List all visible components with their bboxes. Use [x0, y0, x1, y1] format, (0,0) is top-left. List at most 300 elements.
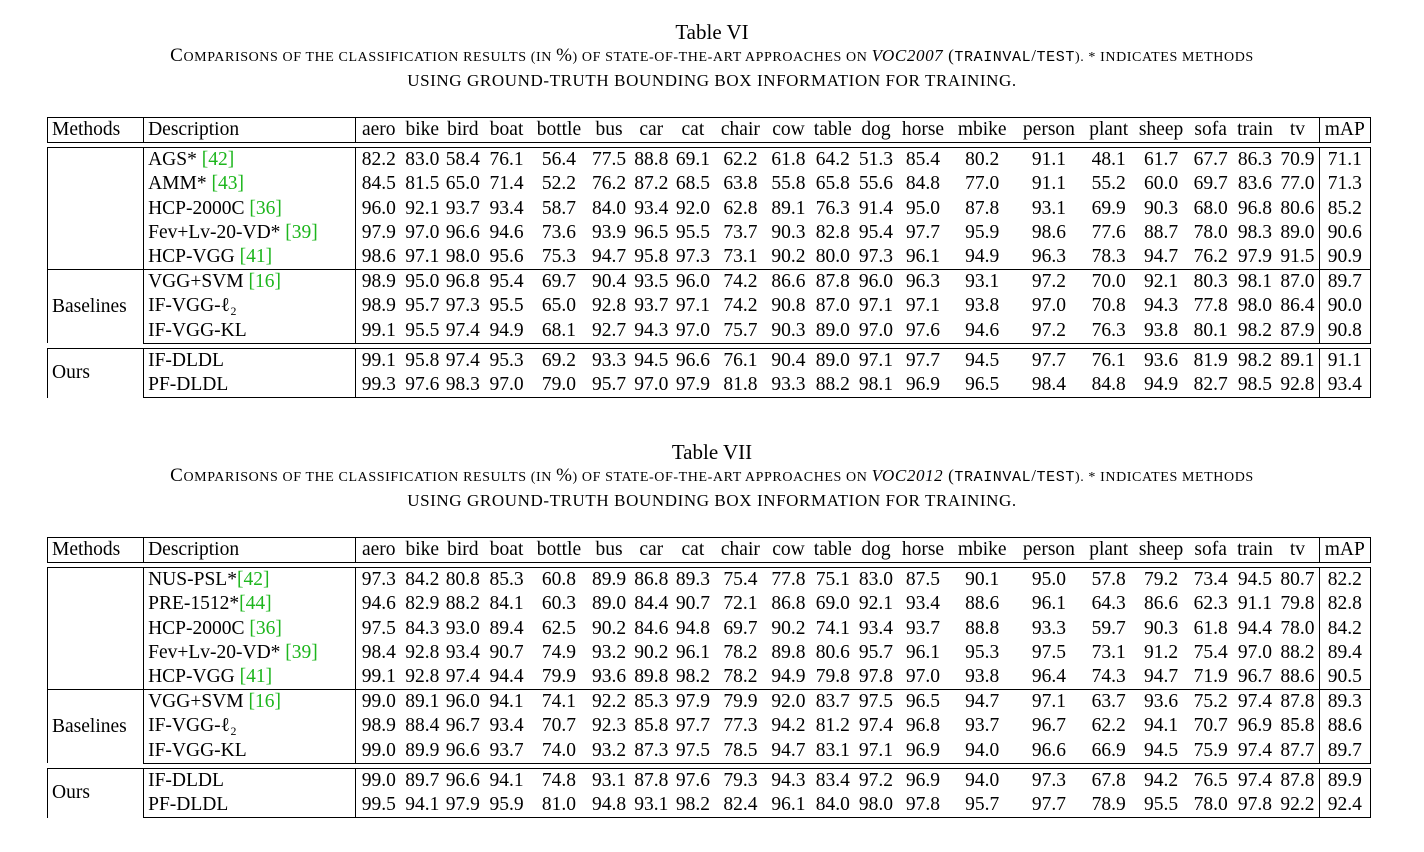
value-cell: 84.3	[405, 617, 440, 639]
method-cell: Ours	[48, 348, 144, 397]
method-name: VGG+SVM	[148, 271, 249, 293]
value-cell: 74.1	[530, 690, 588, 715]
value-cell: 70.7	[1193, 715, 1228, 737]
value-cell: 90.8	[771, 295, 806, 317]
value-cell: 84.0	[592, 197, 627, 219]
value-cell: 87.5	[896, 568, 949, 593]
value-cell: 87.3	[630, 739, 672, 764]
method-name: NUS-PSL*	[148, 569, 237, 591]
value-cell: 77.5	[588, 148, 631, 173]
value-cell: 96.5	[634, 221, 669, 243]
value-cell: 90.3	[771, 221, 806, 243]
value-cell: 78.2	[723, 641, 758, 663]
value-cell: 90.3	[1143, 617, 1179, 639]
value-cell: 62.2	[1091, 715, 1126, 737]
results-table	[47, 117, 1371, 398]
column-header: aero	[355, 538, 402, 563]
value-cell: 95.3	[965, 641, 1000, 663]
value-cell: 84.8	[1083, 373, 1134, 398]
value-cell: 89.1	[402, 690, 443, 715]
map-cell: 90.9	[1319, 245, 1370, 270]
value-cell: 80.0	[815, 246, 850, 268]
column-header: cat	[672, 118, 714, 143]
value-cell: 97.0	[405, 221, 440, 243]
column-header: car	[630, 118, 672, 143]
value-cell: 97.3	[858, 246, 894, 268]
value-cell: 94.3	[1143, 295, 1179, 317]
value-cell: 94.4	[489, 666, 524, 688]
value-cell: 74.0	[530, 739, 588, 764]
value-cell: 94.5	[1134, 739, 1187, 764]
value-cell: 89.9	[588, 568, 631, 593]
table-caption-line2: USING GROUND-TRUTH BOUNDING BOX INFORMATION FOR TRAINING.	[407, 71, 1017, 90]
value-cell: 89.3	[672, 568, 714, 593]
method-name: PF-DLDL	[148, 794, 229, 816]
value-cell: 94.5	[950, 348, 1015, 373]
value-cell: 89.9	[402, 739, 443, 764]
citation: [44]	[239, 593, 272, 615]
value-cell: 74.2	[723, 295, 758, 317]
value-cell: 93.2	[592, 641, 627, 663]
value-cell: 89.8	[634, 666, 669, 688]
value-cell: 48.1	[1083, 148, 1134, 173]
value-cell: 81.8	[714, 373, 767, 398]
value-cell: 99.1	[355, 348, 402, 373]
value-cell: 66.9	[1083, 739, 1134, 764]
value-cell: 90.2	[771, 617, 806, 639]
value-cell: 98.3	[443, 373, 484, 398]
value-cell: 97.1	[675, 295, 710, 317]
column-header: Methods	[48, 538, 144, 563]
value-cell: 87.9	[1276, 319, 1319, 344]
value-cell: 79.9	[714, 690, 767, 715]
value-cell: 95.5	[1134, 793, 1187, 818]
map-cell: 71.3	[1319, 172, 1370, 196]
value-cell: 91.1	[1031, 173, 1066, 195]
value-cell: 75.4	[714, 568, 767, 593]
value-cell: 89.7	[402, 768, 443, 793]
column-header: cow	[767, 118, 810, 143]
description-cell	[144, 319, 355, 344]
value-cell: 94.1	[402, 793, 443, 818]
value-cell: 96.6	[443, 768, 484, 793]
value-cell: 59.7	[1091, 617, 1126, 639]
method-cell: Baselines	[48, 270, 144, 344]
column-header: bird	[443, 538, 484, 563]
value-cell: 98.9	[361, 295, 396, 317]
value-cell: 97.2	[1015, 319, 1083, 344]
table-row	[48, 348, 1371, 373]
value-cell: 89.4	[489, 617, 524, 639]
value-cell: 77.3	[723, 715, 758, 737]
value-cell: 97.6	[896, 319, 949, 344]
value-cell: 97.4	[1234, 739, 1277, 764]
value-cell: 98.2	[675, 666, 710, 688]
table-vii-section	[0, 440, 1424, 816]
value-cell: 97.0	[672, 319, 714, 344]
value-cell: 76.3	[815, 197, 850, 219]
description-cell	[144, 714, 355, 738]
value-cell: 95.3	[483, 348, 530, 373]
column-header: sofa	[1188, 538, 1234, 563]
citation: [42]	[201, 149, 235, 171]
value-cell: 95.0	[402, 270, 443, 295]
value-cell: 76.5	[1188, 768, 1234, 793]
column-header: sheep	[1134, 118, 1187, 143]
value-cell: 86.3	[1234, 148, 1277, 173]
value-cell: 97.0	[1237, 641, 1273, 663]
value-cell: 98.3	[1237, 221, 1273, 243]
value-cell: 89.1	[1276, 348, 1319, 373]
method-cell: Baselines	[48, 690, 144, 764]
value-cell: 93.4	[858, 617, 894, 639]
value-cell: 70.8	[1091, 295, 1126, 317]
value-cell: 84.6	[634, 617, 669, 639]
value-cell: 96.8	[905, 715, 941, 737]
value-cell: 75.4	[1193, 641, 1228, 663]
value-cell: 78.0	[1188, 793, 1234, 818]
value-cell: 97.3	[445, 295, 480, 317]
value-cell: 90.4	[588, 270, 631, 295]
description-cell	[144, 172, 355, 196]
citation: [16]	[248, 691, 281, 713]
value-cell: 97.1	[1015, 690, 1083, 715]
value-cell: 97.5	[856, 690, 897, 715]
value-cell: 88.6	[1280, 666, 1315, 688]
value-cell: 98.6	[1031, 221, 1066, 243]
value-cell: 98.4	[1015, 373, 1083, 398]
value-cell: 95.4	[858, 221, 894, 243]
value-cell: 82.9	[405, 593, 440, 615]
value-cell: 92.8	[405, 666, 440, 688]
method-name: IF-VGG-KL	[148, 319, 247, 341]
description-cell	[144, 373, 355, 398]
value-cell: 97.8	[896, 793, 949, 818]
value-cell: 87.7	[1276, 739, 1319, 764]
method-name: AMM*	[148, 173, 212, 195]
value-cell: 84.2	[402, 568, 443, 593]
value-cell: 60.0	[1143, 173, 1179, 195]
method-name: IF-DLDL	[148, 769, 224, 791]
value-cell: 69.0	[815, 593, 850, 615]
value-cell: 69.7	[1193, 173, 1228, 195]
value-cell: 90.4	[767, 348, 810, 373]
table-title: Table VI	[675, 20, 749, 44]
value-cell: 94.7	[767, 739, 810, 764]
value-cell: 92.7	[588, 319, 631, 344]
value-cell: 96.0	[672, 270, 714, 295]
description-cell	[144, 665, 355, 690]
value-cell: 90.7	[675, 593, 710, 615]
map-cell: 71.1	[1319, 148, 1370, 173]
value-cell: 93.4	[634, 197, 669, 219]
value-cell: 57.8	[1083, 568, 1134, 593]
value-cell: 97.2	[1015, 270, 1083, 295]
value-cell: 75.1	[810, 568, 856, 593]
value-cell: 78.5	[714, 739, 767, 764]
value-cell: 90.2	[592, 617, 627, 639]
value-cell: 76.2	[1193, 246, 1228, 268]
value-cell: 94.9	[965, 246, 1000, 268]
value-cell: 79.8	[815, 666, 850, 688]
map-cell: 89.3	[1319, 690, 1370, 715]
value-cell: 76.2	[592, 173, 627, 195]
value-cell: 94.3	[767, 768, 810, 793]
value-cell: 81.9	[1188, 348, 1234, 373]
value-cell: 95.0	[905, 197, 941, 219]
value-cell: 94.9	[771, 666, 806, 688]
value-cell: 98.9	[361, 715, 396, 737]
value-cell: 96.7	[1031, 715, 1066, 737]
value-cell: 97.9	[672, 690, 714, 715]
value-cell: 90.3	[767, 319, 810, 344]
value-cell: 87.8	[630, 768, 672, 793]
value-cell: 98.1	[856, 373, 897, 398]
value-cell: 96.5	[896, 690, 949, 715]
value-cell: 51.3	[856, 148, 897, 173]
value-cell: 94.3	[630, 319, 672, 344]
column-header: bus	[588, 538, 631, 563]
value-cell: 89.0	[810, 319, 856, 344]
value-cell: 97.9	[1237, 246, 1273, 268]
value-cell: 93.3	[588, 348, 631, 373]
value-cell: 94.7	[592, 246, 627, 268]
method-name: IF-VGG-KL	[148, 739, 247, 761]
value-cell: 82.2	[355, 148, 402, 173]
value-cell: 67.8	[1083, 768, 1134, 793]
value-cell: 69.7	[723, 617, 758, 639]
value-cell: 69.9	[1091, 197, 1126, 219]
value-cell: 96.9	[896, 373, 949, 398]
value-cell: 99.3	[355, 373, 402, 398]
value-cell: 67.7	[1188, 148, 1234, 173]
method-cell	[48, 568, 144, 690]
value-cell: 96.0	[361, 197, 396, 219]
table-caption: COMPARISONS OF THE CLASSIFICATION RESULTS (IN %) OF STATE-OF-THE-ART APPROACHES ON VOC2012 (TRAINVAL/TEST). * INDICATES METHODS	[170, 465, 1254, 486]
value-cell: 93.6	[1134, 348, 1187, 373]
value-cell: 88.4	[405, 715, 440, 737]
value-cell: 97.7	[905, 221, 941, 243]
description-cell	[144, 641, 355, 665]
value-cell: 93.1	[588, 768, 631, 793]
value-cell: 92.1	[858, 593, 894, 615]
column-header: bottle	[530, 118, 588, 143]
map-cell: 89.4	[1319, 641, 1370, 665]
value-cell: 96.1	[905, 246, 941, 268]
value-cell: 76.1	[1083, 348, 1134, 373]
value-cell: 90.1	[950, 568, 1015, 593]
value-cell: 76.1	[714, 348, 767, 373]
value-cell: 75.9	[1188, 739, 1234, 764]
value-cell: 97.3	[675, 246, 710, 268]
method-name: IF-VGG-ℓ₂	[148, 715, 237, 737]
value-cell: 94.6	[489, 221, 524, 243]
value-cell: 96.6	[672, 348, 714, 373]
value-cell: 83.0	[856, 568, 897, 593]
map-cell: 89.9	[1319, 768, 1370, 793]
column-header: person	[1015, 118, 1083, 143]
value-cell: 65.8	[815, 173, 850, 195]
value-cell: 68.1	[530, 319, 588, 344]
value-cell: 89.0	[1280, 221, 1315, 243]
value-cell: 94.5	[630, 348, 672, 373]
value-cell: 69.2	[530, 348, 588, 373]
table-row	[48, 221, 1371, 245]
value-cell: 74.9	[541, 641, 576, 663]
value-cell: 93.7	[445, 197, 480, 219]
value-cell: 92.0	[767, 690, 810, 715]
value-cell: 88.8	[630, 148, 672, 173]
value-cell: 89.0	[810, 348, 856, 373]
value-cell: 84.1	[489, 593, 524, 615]
value-cell: 96.3	[1031, 246, 1066, 268]
value-cell: 64.3	[1091, 593, 1126, 615]
value-cell: 94.7	[1143, 666, 1179, 688]
value-cell: 93.1	[630, 793, 672, 818]
value-cell: 93.7	[965, 715, 1000, 737]
value-cell: 92.0	[675, 197, 710, 219]
value-cell: 93.7	[634, 295, 669, 317]
value-cell: 97.1	[856, 348, 897, 373]
value-cell: 85.3	[630, 690, 672, 715]
value-cell: 73.7	[723, 221, 758, 243]
table-title: Table VII	[671, 440, 753, 464]
value-cell: 96.7	[445, 715, 480, 737]
value-cell: 97.5	[361, 617, 396, 639]
value-cell: 96.8	[1237, 197, 1273, 219]
header-row	[48, 538, 1371, 563]
value-cell: 93.6	[1134, 690, 1187, 715]
value-cell: 81.2	[815, 715, 850, 737]
table-row	[48, 148, 1371, 173]
value-cell: 96.5	[950, 373, 1015, 398]
map-cell: 90.0	[1319, 294, 1370, 318]
value-cell: 97.0	[630, 373, 672, 398]
value-cell: 99.5	[355, 793, 402, 818]
value-cell: 79.9	[541, 666, 576, 688]
value-cell: 68.0	[1193, 197, 1228, 219]
value-cell: 88.2	[445, 593, 480, 615]
description-cell	[144, 568, 355, 593]
value-cell: 97.7	[1015, 793, 1083, 818]
description-cell	[144, 197, 355, 221]
value-cell: 58.4	[443, 148, 484, 173]
value-cell: 86.4	[1280, 295, 1315, 317]
table-row	[48, 768, 1371, 793]
method-name: VGG+SVM	[148, 691, 249, 713]
value-cell: 96.9	[896, 739, 949, 764]
value-cell: 70.9	[1276, 148, 1319, 173]
value-cell: 64.2	[810, 148, 856, 173]
value-cell: 91.1	[1015, 148, 1083, 173]
value-cell: 97.5	[672, 739, 714, 764]
citation: [39]	[285, 221, 318, 243]
value-cell: 55.2	[1091, 173, 1126, 195]
value-cell: 91.4	[858, 197, 894, 219]
table-row	[48, 714, 1371, 738]
map-cell: 89.7	[1319, 270, 1370, 295]
column-header: sofa	[1188, 118, 1234, 143]
value-cell: 93.6	[592, 666, 627, 688]
value-cell: 84.0	[810, 793, 856, 818]
table-row	[48, 172, 1371, 196]
value-cell: 93.9	[592, 221, 627, 243]
value-cell: 97.6	[402, 373, 443, 398]
method-name: Fev+Lv-20-VD*	[148, 641, 286, 663]
value-cell: 78.3	[1091, 246, 1126, 268]
value-cell: 92.3	[592, 715, 627, 737]
table-row	[48, 617, 1371, 641]
value-cell: 96.3	[896, 270, 949, 295]
value-cell: 83.6	[1237, 173, 1273, 195]
method-cell: Ours	[48, 768, 144, 817]
value-cell: 61.8	[1193, 617, 1228, 639]
value-cell: 61.7	[1134, 148, 1187, 173]
value-cell: 62.2	[714, 148, 767, 173]
column-header: table	[810, 538, 856, 563]
value-cell: 72.1	[723, 593, 758, 615]
value-cell: 87.2	[634, 173, 669, 195]
table-row	[48, 245, 1371, 270]
value-cell: 87.8	[965, 197, 1000, 219]
column-header: mbike	[950, 118, 1015, 143]
value-cell: 75.2	[1188, 690, 1234, 715]
value-cell: 77.0	[965, 173, 1000, 195]
method-name: IF-DLDL	[148, 349, 224, 371]
value-cell: 94.1	[1143, 715, 1179, 737]
column-header: boat	[483, 118, 530, 143]
method-name: HCP-2000C	[148, 617, 250, 639]
value-cell: 99.0	[355, 768, 402, 793]
value-cell: 93.3	[767, 373, 810, 398]
value-cell: 97.0	[905, 666, 941, 688]
column-header: dog	[856, 538, 897, 563]
value-cell: 97.0	[1031, 295, 1066, 317]
value-cell: 74.1	[815, 617, 850, 639]
value-cell: 55.6	[858, 173, 894, 195]
value-cell: 97.0	[856, 319, 897, 344]
value-cell: 62.5	[541, 617, 576, 639]
value-cell: 96.6	[443, 739, 484, 764]
value-cell: 95.7	[588, 373, 631, 398]
citation: [39]	[285, 641, 318, 663]
value-cell: 97.8	[858, 666, 894, 688]
value-cell: 95.8	[402, 348, 443, 373]
column-header: mAP	[1319, 538, 1370, 563]
value-cell: 79.2	[1134, 568, 1187, 593]
value-cell: 52.2	[541, 173, 576, 195]
value-cell: 96.1	[905, 641, 941, 663]
value-cell: 83.4	[810, 768, 856, 793]
value-cell: 73.6	[541, 221, 576, 243]
method-cell	[48, 148, 144, 270]
table-row	[48, 373, 1371, 398]
value-cell: 98.0	[445, 246, 480, 268]
column-header: horse	[896, 538, 949, 563]
value-cell: 60.8	[530, 568, 588, 593]
column-header: sheep	[1134, 538, 1187, 563]
column-header: chair	[714, 538, 767, 563]
value-cell: 98.0	[1237, 295, 1273, 317]
method-name: PRE-1512*	[148, 593, 240, 615]
column-header: horse	[896, 118, 949, 143]
value-cell: 95.9	[965, 221, 1000, 243]
value-cell: 97.1	[856, 739, 897, 764]
citation: [43]	[211, 173, 244, 195]
value-cell: 87.0	[815, 295, 850, 317]
map-cell: 89.7	[1319, 739, 1370, 764]
value-cell: 73.1	[1091, 641, 1126, 663]
